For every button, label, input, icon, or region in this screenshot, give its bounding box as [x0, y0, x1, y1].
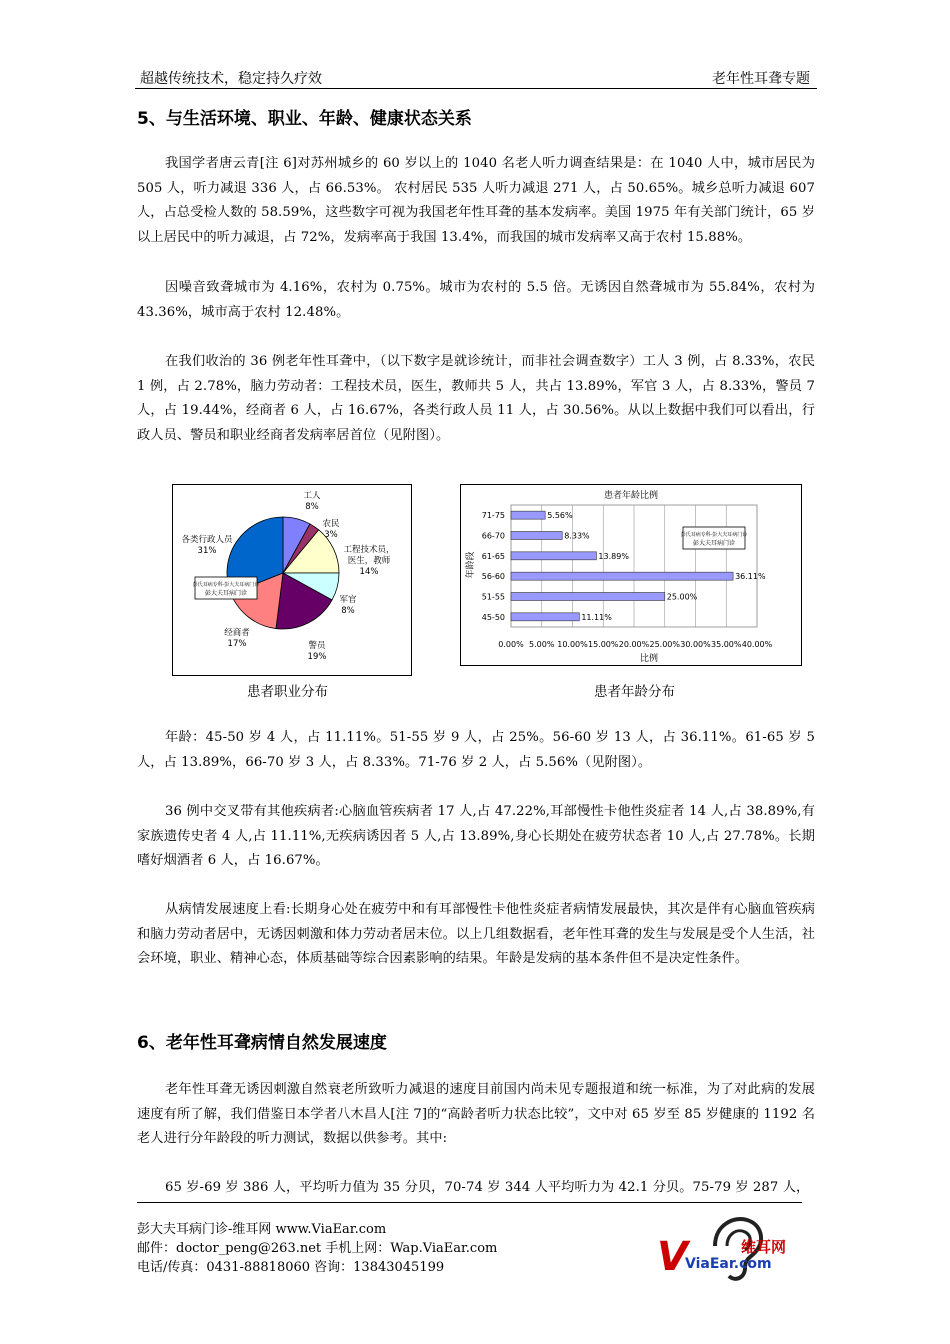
bar: [511, 511, 545, 519]
paragraph-progression: 从病情发展速度上看:长期身心处在疲劳中和有耳部慢性卡他性炎症者病情发展最快，其次是伴有心脑血管疾病和脑力劳动者居中，无诱因刺激和体力劳动者居末位。以上几组数据看，老年性耳聋的发生与发展是受个人生活，社会环境，职业、精神心态，体质基础等综合因素影响的结果。年龄是发病的基本条件但不是决定性条件。: [137, 902, 815, 966]
y-tick-label: 71-75: [481, 511, 505, 521]
paragraph-occupation: 在我们收治的 36 例老年性耳聋中，（以下数字是就诊统计，而非社会调查数字）工人 3 例，占 8.33%，农民 1 例，占 2.78%，脑力劳动者：工程技术员，医生，教师共 5 人，共占 13.89%，军官 3 人，占 8.33%，警员 7 人，占 19.44%，经商者 6 人，占 16.67%，各类行政人员 11 人，占 30.56%。从以上数据中我们可以看出，行政人员、警员和职业经商者发病率居首位（见附图）。: [137, 354, 815, 443]
clinic-stamp: [681, 527, 748, 549]
bar: [511, 552, 596, 560]
pie-slice-label: 医生，教师: [347, 556, 391, 566]
paragraph-survey: 我国学者唐云青[注 6]对苏州城乡的 60 岁以上的 1040 名老人听力调查结果是：在 1040 人中，城市居民为 505 人，听力减退 336 人，占 66.53%。 农村居民 535 人听力减退 271 人，占 50.65%。城乡总听力减退 607 人，占总受检人数的 58.59%，这些数字可视为我国老年性耳聋的基本发病率。美国 1975 年有关部门统计，65 岁以上居民中的听力减退，占 72%，发病率高于我国 13.4%，而我国的城市发病率又高于农村 15.88%。: [137, 156, 815, 245]
bar-value-label: 5.56%: [547, 511, 573, 521]
pie-slice-value: 31%: [197, 546, 217, 556]
y-tick-label: 56-60: [481, 572, 505, 582]
paragraph-hearing-data: 65 岁-69 岁 386 人，平均听力值为 35 分贝，70-74 岁 344 人平均听力为 42.1 分贝。75-79 岁 287 人，: [165, 1180, 810, 1195]
paragraph-age: 年龄：45-50 岁 4 人，占 11.11%。51-55 岁 9 人，占 25%。56-60 岁 13 人，占 36.11%。61-65 岁 5 人，占 13.89%，66-70 岁 3 人，占 8.33%。71-76 岁 2 人，占 5.56%（见附图）。: [137, 730, 815, 770]
pie-slice-value: 19%: [307, 652, 327, 662]
paragraph-comorbidity: 36 例中交叉带有其他疾病者:心脑血管疾病者 17 人,占 47.22%,耳部慢性卡他性炎症者 14 人,占 38.89%,有家族遗传史者 4 人,占 11.11%,无疾病诱因者 5 人,占 13.89%,身心长期处在疲劳状态者 10 人,占 27.78%。长期嗜好烟酒者 6 人，占 16.67%。: [137, 804, 815, 868]
x-tick-label: 30.00%: [680, 640, 711, 649]
svg-text:ViaEar.com: ViaEar.com: [685, 1256, 772, 1272]
pie-slice-value: 8%: [305, 502, 319, 512]
pie-slice-label: 工人: [303, 491, 321, 501]
header-slogan: 超越传统技术，稳定持久疗效: [140, 71, 322, 87]
x-tick-label: 25.00%: [649, 640, 681, 649]
svg-text:维耳网: 维耳网: [741, 1238, 787, 1256]
bar: [511, 593, 665, 601]
pie-slice-label: 警员: [308, 641, 326, 651]
pie-chart-svg: [173, 485, 411, 675]
chart-title: 患者年龄比例: [603, 491, 659, 501]
stamp-text: 彭氏耳病专科·彭大夫耳病门诊: [680, 532, 748, 538]
paragraph-speed: 老年性耳聋无诱因刺激自然衰老所致听力减退的速度目前国内尚未见专题报道和统一标准，为了对此病的发展速度有所了解，我们借鉴日本学者八木昌人[注 7]的“高龄者听力状态比较”，文中对 65 岁至 85 岁健康的 1192 名老人进行分年龄段的听力测试，数据以供参考。其中:: [137, 1082, 815, 1146]
age-bar-chart: [460, 484, 802, 666]
pie-slice-label: 军官: [339, 595, 357, 605]
x-axis-label: 比例: [639, 654, 659, 664]
pie-slice-label: 经商者: [224, 628, 250, 638]
section-5-title: 5、与生活环境、职业、年龄、健康状态关系: [137, 109, 472, 129]
pie-slice-value: 14%: [359, 567, 379, 577]
bar: [511, 532, 562, 540]
bar-value-label: 13.89%: [598, 551, 629, 561]
bar-value-label: 36.11%: [735, 572, 766, 582]
y-tick-label: 51-55: [481, 592, 505, 602]
pie-slice-label: 各类行政人员: [181, 535, 233, 545]
y-tick-label: 61-65: [481, 551, 505, 561]
x-tick-label: 0.00%: [498, 640, 524, 649]
x-tick-label: 40.00%: [741, 640, 773, 649]
clinic-stamp: [193, 577, 260, 599]
viaear-logo-icon: [655, 1210, 795, 1286]
bar-chart-svg: [461, 485, 801, 665]
x-tick-label: 15.00%: [587, 640, 619, 649]
pie-slice-label: 工程技术员，: [343, 545, 395, 555]
pie-slice-value: 17%: [227, 639, 247, 649]
bar: [511, 613, 579, 621]
stamp-text: 彭大夫耳病门诊: [692, 540, 736, 547]
x-tick-label: 20.00%: [618, 640, 650, 649]
bar: [511, 572, 733, 580]
footer-email: 邮件：doctor_peng@263.net 手机上网：Wap.ViaEar.com: [137, 1241, 498, 1256]
y-tick-label: 66-70: [481, 531, 505, 541]
footer-phone: 电话/传真：0431-88818060 咨询：13843045199: [137, 1260, 445, 1275]
bar-value-label: 25.00%: [666, 592, 698, 602]
footer-divider: [137, 1202, 802, 1203]
bar-caption: 患者年龄分布: [594, 684, 675, 700]
header-divider: [135, 88, 817, 89]
y-tick-label: 45-50: [481, 612, 505, 622]
pie-slice-value: 8%: [341, 606, 355, 616]
header-topic: 老年性耳聋专题: [712, 71, 810, 87]
pie-caption: 患者职业分布: [247, 684, 328, 700]
y-axis-label: 年龄段: [466, 551, 476, 579]
bar-value-label: 8.33%: [564, 531, 590, 541]
section-6-title: 6、老年性耳聋病情自然发展速度: [137, 1033, 387, 1053]
x-tick-label: 10.00%: [557, 640, 588, 649]
pie-slice-value: 3%: [324, 530, 338, 540]
occupation-pie-chart: [172, 484, 412, 676]
stamp-text: 彭大夫耳病门诊: [204, 590, 248, 597]
svg-text:V: V: [657, 1234, 688, 1280]
pie-slice-label: 农民: [322, 519, 340, 529]
x-tick-label: 5.00%: [529, 640, 555, 649]
viaear-logo: [655, 1210, 795, 1286]
bar-value-label: 11.11%: [581, 612, 612, 622]
x-tick-label: 35.00%: [710, 640, 742, 649]
stamp-text: 彭氏耳病专科·彭大夫耳病门诊: [192, 582, 260, 588]
footer-clinic: 彭大夫耳病门诊-维耳网 www.ViaEar.com: [137, 1222, 387, 1237]
paragraph-noise: 因噪音致聋城市为 4.16%，农村为 0.75%。城市为农村的 5.5 倍。无诱因自然聋城市为 55.84%，农村为 43.36%，城市高于农村 12.48%。: [137, 280, 815, 320]
